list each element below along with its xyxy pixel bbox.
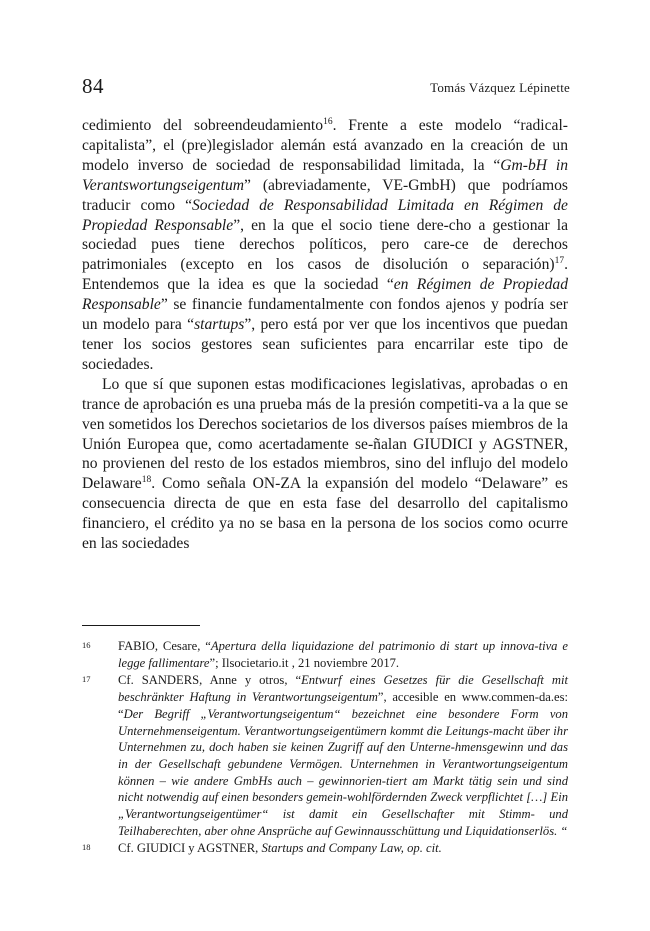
page-number: 84 (82, 74, 104, 98)
italic-text: Sociedad de Responsabilidad Limitada en Régimen de Propiedad Responsable (82, 196, 568, 234)
footnote-rule (82, 625, 200, 626)
footnote-reference: 16 (323, 117, 333, 127)
italic-text: Gm-bH in Verantswortungseigentum (82, 156, 568, 194)
footnote-number: 18 (82, 842, 91, 853)
italic-text: Apertura della liquidazione del patrimonio di start up innova-tiva e legge fallimentare (118, 639, 568, 670)
footnote-number: 17 (82, 674, 91, 685)
footnote-reference: 17 (554, 256, 565, 267)
footnote-text: Cf. SANDERS, Anne y otros, “Entwurf eines Gesetzes für die Gesellschaft mit beschränkter Haftung in Verantwortungseigentum”, accesible en www.commen-da.es: “Der Begriff „Verantwortungseigentum“ bezeichnet eine besondere Form von Unternehmenseigentum. Verantwortungseigentümern kommt die Leitungs-macht über ihr Unternehmen zu, doch haben sie keinen Zugriff auf den Unterne-hmensgewinn und das in der Gesellschaft gebundene Vermögen. Unternehmen in Verantwortungseigentum können – wie andere GmbHs auch – gewinnorien-tiert am Markt tätig sein und sind nicht notwendig auf einen besonders gemein-wohlfördernden Zweck verpflichtet […] Ein „Verantwortungseigentümer“ ist damit ein Gesellschafter mit Stimm- und Teilhaberechten, aber ohne Ansprüche auf Gewinnausschüttung und Liquidationserlös. “ (118, 673, 568, 838)
italic-text: en Régimen de Propiedad Responsable (82, 276, 568, 314)
footnote-number: 16 (82, 640, 91, 650)
footnote-reference: 18 (141, 475, 152, 486)
footnotes (82, 638, 568, 858)
body-text (82, 116, 568, 554)
body-paragraph: Lo que sí que suponen estas modificaciones legislativas, aprobadas o en trance de aprobación es una prueba más de la presión competiti-va a la que se ven sometidos los Derechos societarios de los diversos países miembros de la Unión Europea que, como acertadamente se-ñalan GIUDICI y AGSTNER, no provienen del resto de los estados miembros, sino del influjo del modelo Delaware$^{18}$. Como señala ON-ZA la expansión del modelo “Delaware” es consecuencia directa de que en esta fase del desarrollo del capitalismo financiero, el crédito ya no se basa en la persona de los socios como ocurre en las sociedades (82, 375, 568, 553)
italic-text: Entwurf eines Gesetzes für die Gesellschaft mit beschränkter Haftung in Verantwortungseigentum (118, 673, 568, 705)
italic-text: Startups and Company Law, op. cit. (261, 841, 442, 856)
footnote (82, 672, 568, 839)
footnote (82, 840, 568, 857)
footnote-text: Cf. GIUDICI y AGSTNER, Startups and Company Law, op. cit. (118, 841, 442, 856)
footnote (82, 638, 568, 671)
italic-text: startups (194, 316, 245, 334)
footnote-text: FABIO, Cesare, “Apertura della liquidazione del patrimonio di start up innova-tiva e legge fallimentare”; Ilsocietario.it , 21 noviembre 2017. (118, 639, 568, 670)
italic-text: Der Begriff „Verantwortungseigentum“ bezeichnet eine besondere Form von Unternehmenseigentum. Verantwortungseigentümern kommt die Leitungs-macht über ihr Unternehmen zu, doch haben sie keinen Zugriff auf den Unterne-hmensgewinn und das in der Gesellschaft gebundene Vermögen. Unternehmen in Verantwortungseigentum können – wie andere GmbHs auch – gewinnorien-tiert am Markt tätig sein und sind nicht notwendig auf einen besonders gemein-wohlfördernden Zweck verpflichtet […] Ein „Verantwortungseigentümer“ ist damit ein Gesellschafter mit Stimm- und Teilhaberechten, aber ohne Ansprüche auf Gewinnausschüttung und Liquidationserlös. “ (118, 706, 568, 838)
body-paragraph: cedimiento del sobreendeudamiento$^{16}$. Frente a este modelo “radical-capitalista”, el (pre)legislador alemán está avanzado en la creación de un modelo inverso de sociedad de responsabilidad limitada, la “Gm-bH in Verantswortungseigentum” (abreviadamente, VE-GmbH) que podríamos traducir como “Sociedad de Responsabilidad Limitada en Régimen de Propiedad Responsable”, en la que el socio tiene dere-cho a gestionar la sociedad pues tiene derechos políticos, pero care-ce de derechos patrimoniales (excepto en los casos de disolución o separación)$^{17}$. Entendemos que la idea es que la sociedad “en Régimen de Propiedad Responsable” se financie fundamentalmente con fondos ajenos y podría ser un modelo para “startups”, pero está por ver que los incentivos que puedan tener los socios gestores sean suficientes para encarrilar este tipo de sociedades. (82, 117, 569, 373)
running-head: Tomás Vázquez Lépinette (430, 80, 570, 95)
